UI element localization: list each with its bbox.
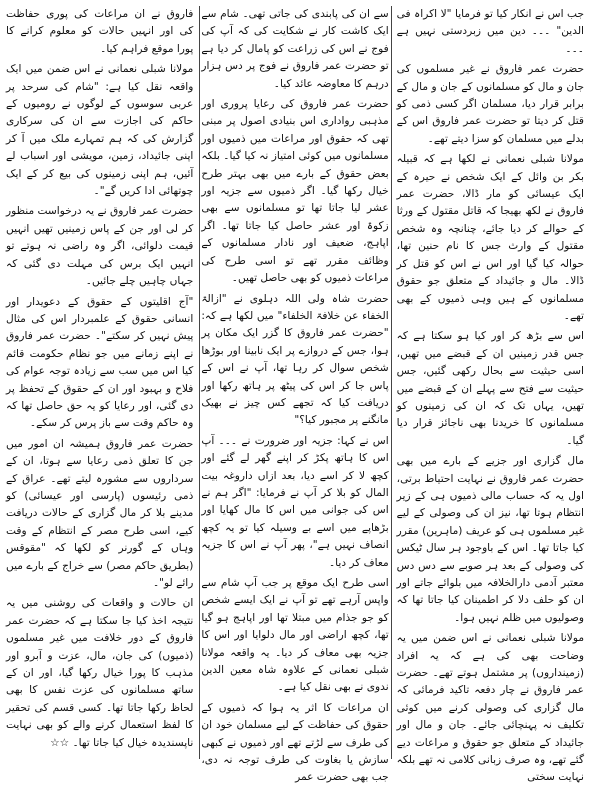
paragraph: اس سے بڑھ کر اور کیا ہو سکتا ہے کہ جس قدر زمینیں ان کے قبضے میں تھیں، اسی حیثیت سے بحال رکھی گئیں، جس حیثیت سے فتح سے پہلے ان کے قبضے میں تھیں، یہاں تک کہ ان کی زمینوں کو مسلمانوں کا خریدنا بھی ناجائز قرار دیا گیا۔	[396, 330, 584, 447]
paragraph: حضرت عمر فاروق کی رعایا پروری اور مذہبی رواداری اس بنیادی اصول پر مبنی تھی کہ حقوق اور مراعات میں ذمیوں اور مسلمانوں میں کوئی امتیاز نہ کیا گیا۔ بلکہ بعض حقوق کے بارے میں بھی بہتر طرح خیال رکھا گیا۔ اگر ذمیوں سے جزیہ اور عشر لیا جاتا تھا تو مسلمانوں سے بھی زکوۃ اور عشر حاصل کیا جاتا تھا۔ اگر اپاہج، ضعیف اور نادار مسلمانوں کے وظائف مقرر تھے تو اسی طرح کی مراعات ذمیوں کو بھی حاصل تھیں۔	[201, 98, 389, 285]
column-divider	[391, 6, 392, 759]
paragraph: مال گزاری اور جزیے کے بارے میں بھی حضرت عمر فاروق نے نہایت احتیاط برتی، اول یہ کہ حساب مالی ذمیوں ہی کے زیر انتظام ہوتا تھا، نیز ان کی وصولی کے لیے غیر مسلموں ہی کو عریف (ماہرین) مقرر کیا جاتا تھا۔ اس کے باوجود ہر سال ٹیکس کی وصولی کے بعد ہر صوبے سے دس دس معتبر آدمی دارالخلافہ میں بلوائے جاتے اور ان کو حلف دلا کر اطمینان کیا جاتا تھا کہ وصولیوں میں ظلم نہیں ہوا۔	[396, 455, 584, 624]
column-left	[6, 6, 193, 759]
paragraph: مولانا شبلی نعمانی نے اس ضمن میں ایک واقعہ نقل کیا ہے: "شام کی سرحد پر عربی سوسوں کے لوگوں نے رومیوں کے حاکم کی اجازت سے ان کی سرکاری گزارش کی کہ ہم تمہارے ملک میں آ کر اپنی جائیداد، زمین، مویشی اور اسباب لے آئیں، ہم اپنی زمینوں کی بیع کر کے ایک چوتھائی ادا کریں گے"۔	[6, 63, 194, 198]
paragraph: جب اس نے انکار کیا تو فرمایا "لا اکراہ فی الدین" ۔۔۔ دین میں زبردستی نہیں ہے ۔۔۔	[396, 8, 584, 55]
column-middle	[201, 6, 389, 784]
paragraph: ان حالات و واقعات کی روشنی میں یہ نتیجہ اخذ کیا جا سکتا ہے کہ حضرت عمر فاروق کے دور خلافت میں غیر مسلموں (ذمیوں) کی جان، مال، عزت و آبرو اور مذہب کا پورا خیال رکھا گیا، اور ان کے ساتھ مسلمانوں کی عزت نفس کا بھی لحاظ رکھا جاتا تھا۔ کسی قسم کی تحقیر کا لفظ استعمال کرنے والے کو بھی نہایت ناپسندیدہ خیال کیا جاتا تھا۔ ☆☆	[6, 597, 194, 749]
paragraph: اس نے کہا: جزیہ اور ضرورت نے ۔۔۔ آپ اس کا ہاتھ پکڑ کر اپنے گھر لے گئے اور کچھ لا کر اسے دیا، بعد ازاں داروغہ بیت المال کو بلا کر آپ نے فرمایا: "اگر ہم نے اس کی جوانی میں اس کا مال کھایا اور بڑھاپے میں اسے بے وسیلہ کیا تو یہ کچھ انصاف نہیں ہے"، پھر آپ نے اس کا جزیہ معاف کر دیا۔	[201, 434, 389, 569]
paragraph: سے ان کی پابندی کی جاتی تھی۔ شام سے ایک کاشت کار نے شکایت کی کہ آپ کی فوج نے اس کی زراعت کو پامال کر دیا ہے تو حضرت عمر فاروق نے فوج پر دس ہزار درہم کا معاوضہ عائد کیا۔	[201, 8, 389, 90]
paragraph: مولانا شبلی نعمانی نے اس ضمن میں یہ وضاحت بھی کی ہے کہ یہ افراد (زمینداروں) پر مشتمل ہوتے تھے۔ حضرت عمر فاروق نے چار دفعہ تاکید فرمائی کہ مال گزاری کی وصولی کرنے میں کوئی تکلیف نہ پہنچائی جائے۔ جان و مال اور جائیداد کے متعلق جو حقوق و مراعات دیے گئے تھے، وہ صرف زبانی کلامی نہ تھے بلکہ نہایت سختی	[396, 632, 584, 784]
paragraph: فاروق نے ان مراعات کی پوری حفاظت کی اور انہیں حالات کو معلوم کرانے کا پورا موقع فراہم کیا۔	[6, 8, 194, 55]
paragraph: حضرت عمر فاروق ہمیشہ ان امور میں جن کا تعلق ذمی رعایا سے ہوتا، ان کے سرداروں سے مشورہ لیتے تھے۔ عراق کے ذمی رئیسوں (پارسی اور عیسائی) کو مدینے بلا کر مال گزاری کے حالات دریافت کیے، اسی طرح مصر کے انتظام کے وقت وہاں کے گورنر کو لکھا کہ "مقوقس (بطریق حاکم مصر) سے خراج کے بارے میں رائے لو"۔	[6, 437, 194, 589]
paragraph: "آج اقلیتوں کے حقوق کے دعویدار اور انسانی حقوق کے علمبردار اس کی مثال پیش نہیں کر سکتے"۔ حضرت عمر فاروق نے اپنے زمانے میں جو نظام حکومت قائم کیا اس میں سب سے زیادہ توجہ عوام کی فلاح و بہبود اور ان کے حقوق کے تحفظ پر دی گئی، اور رعایا کو یہ حق حاصل تھا کہ وہ حاکم وقت سے باز پرس کر سکے۔	[6, 295, 194, 430]
paragraph: حضرت شاہ ولی اللہ دہلوی نے "ازالۃ الخفاء عن خلافۃ الخلفاء" میں لکھا ہے کہ: "حضرت عمر فاروق کا گزر ایک مکان پر ہوا، جس کے دروازے پر ایک نابینا اور بوڑھا شخص سوال کر رہا تھا، آپ نے اس کے پاس جا کر اس کی پیٹھ پر ہاتھ رکھا اور دریافت کیا کہ تجھے کس چیز نے بھیک مانگنے پر مجبور کیا؟"	[201, 292, 389, 427]
newspaper-page	[6, 6, 584, 784]
paragraph: ان مراعات کا اثر یہ ہوا کہ ذمیوں کے حقوق کی حفاظت کے لیے مسلمان خود ان کی طرف سے لڑتے تھے اور ذمیوں نے کبھی سازش یا بغاوت کی طرف توجہ نہ دی، جب بھی حضرت عمر	[201, 701, 389, 784]
paragraph: حضرت عمر فاروق نے غیر مسلموں کی جان و مال کو مسلمانوں کے جان و مال کے برابر قرار دیا، مسلمان اگر کسی ذمی کو قتل کر دیتا تو حضرت عمر فاروق اس کے بدلے میں مسلمان کو سزا دیتے تھے۔	[396, 63, 584, 145]
column-right	[396, 6, 584, 784]
paragraph: مولانا شبلی نعمانی نے لکھا ہے کہ قبیلہ بکر بن وائل کے ایک شخص نے حیرہ کے ایک عیسائی کو مار ڈالا، حضرت عمر فاروق نے لکھ بھیجا کہ قاتل مقتول کے ورثا کے حوالے کر دیا جائے، چنانچہ وہ شخص مقتول کے وارث جس کا نام حنین تھا، حوالہ کیا گیا اور اس نے اس کو قتل کر ڈالا۔ مال و جائیداد کے متعلق جو حقوق مسلمانوں کے ہیں وہی ذمیوں کے بھی تھے۔	[396, 153, 584, 322]
column-divider	[199, 6, 200, 759]
paragraph: اسی طرح ایک موقع پر جب آپ شام سے واپس آرہے تھے تو آپ نے ایک ایسے شخص کو جو جذام میں مبتلا تھا اور اپاہج ہو گیا تھا، کچھ اراضی اور مال دلوایا اور اس کا جزیہ بھی معاف کر دیا۔ یہ واقعہ مولانا شبلی نعمانی کے علاوہ شاہ معین الدین ندوی نے بھی نقل کیا ہے۔	[201, 577, 389, 694]
paragraph: حضرت عمر فاروق نے یہ درخواست منظور کر لی اور جن کے پاس زمینیں تھیں انہیں قیمت دلوائی، اگر وہ راضی نہ ہوتے تو انہیں ایک برس کی مہلت دی گئی کہ جہاں چاہیں چلے جائیں۔	[6, 205, 194, 288]
